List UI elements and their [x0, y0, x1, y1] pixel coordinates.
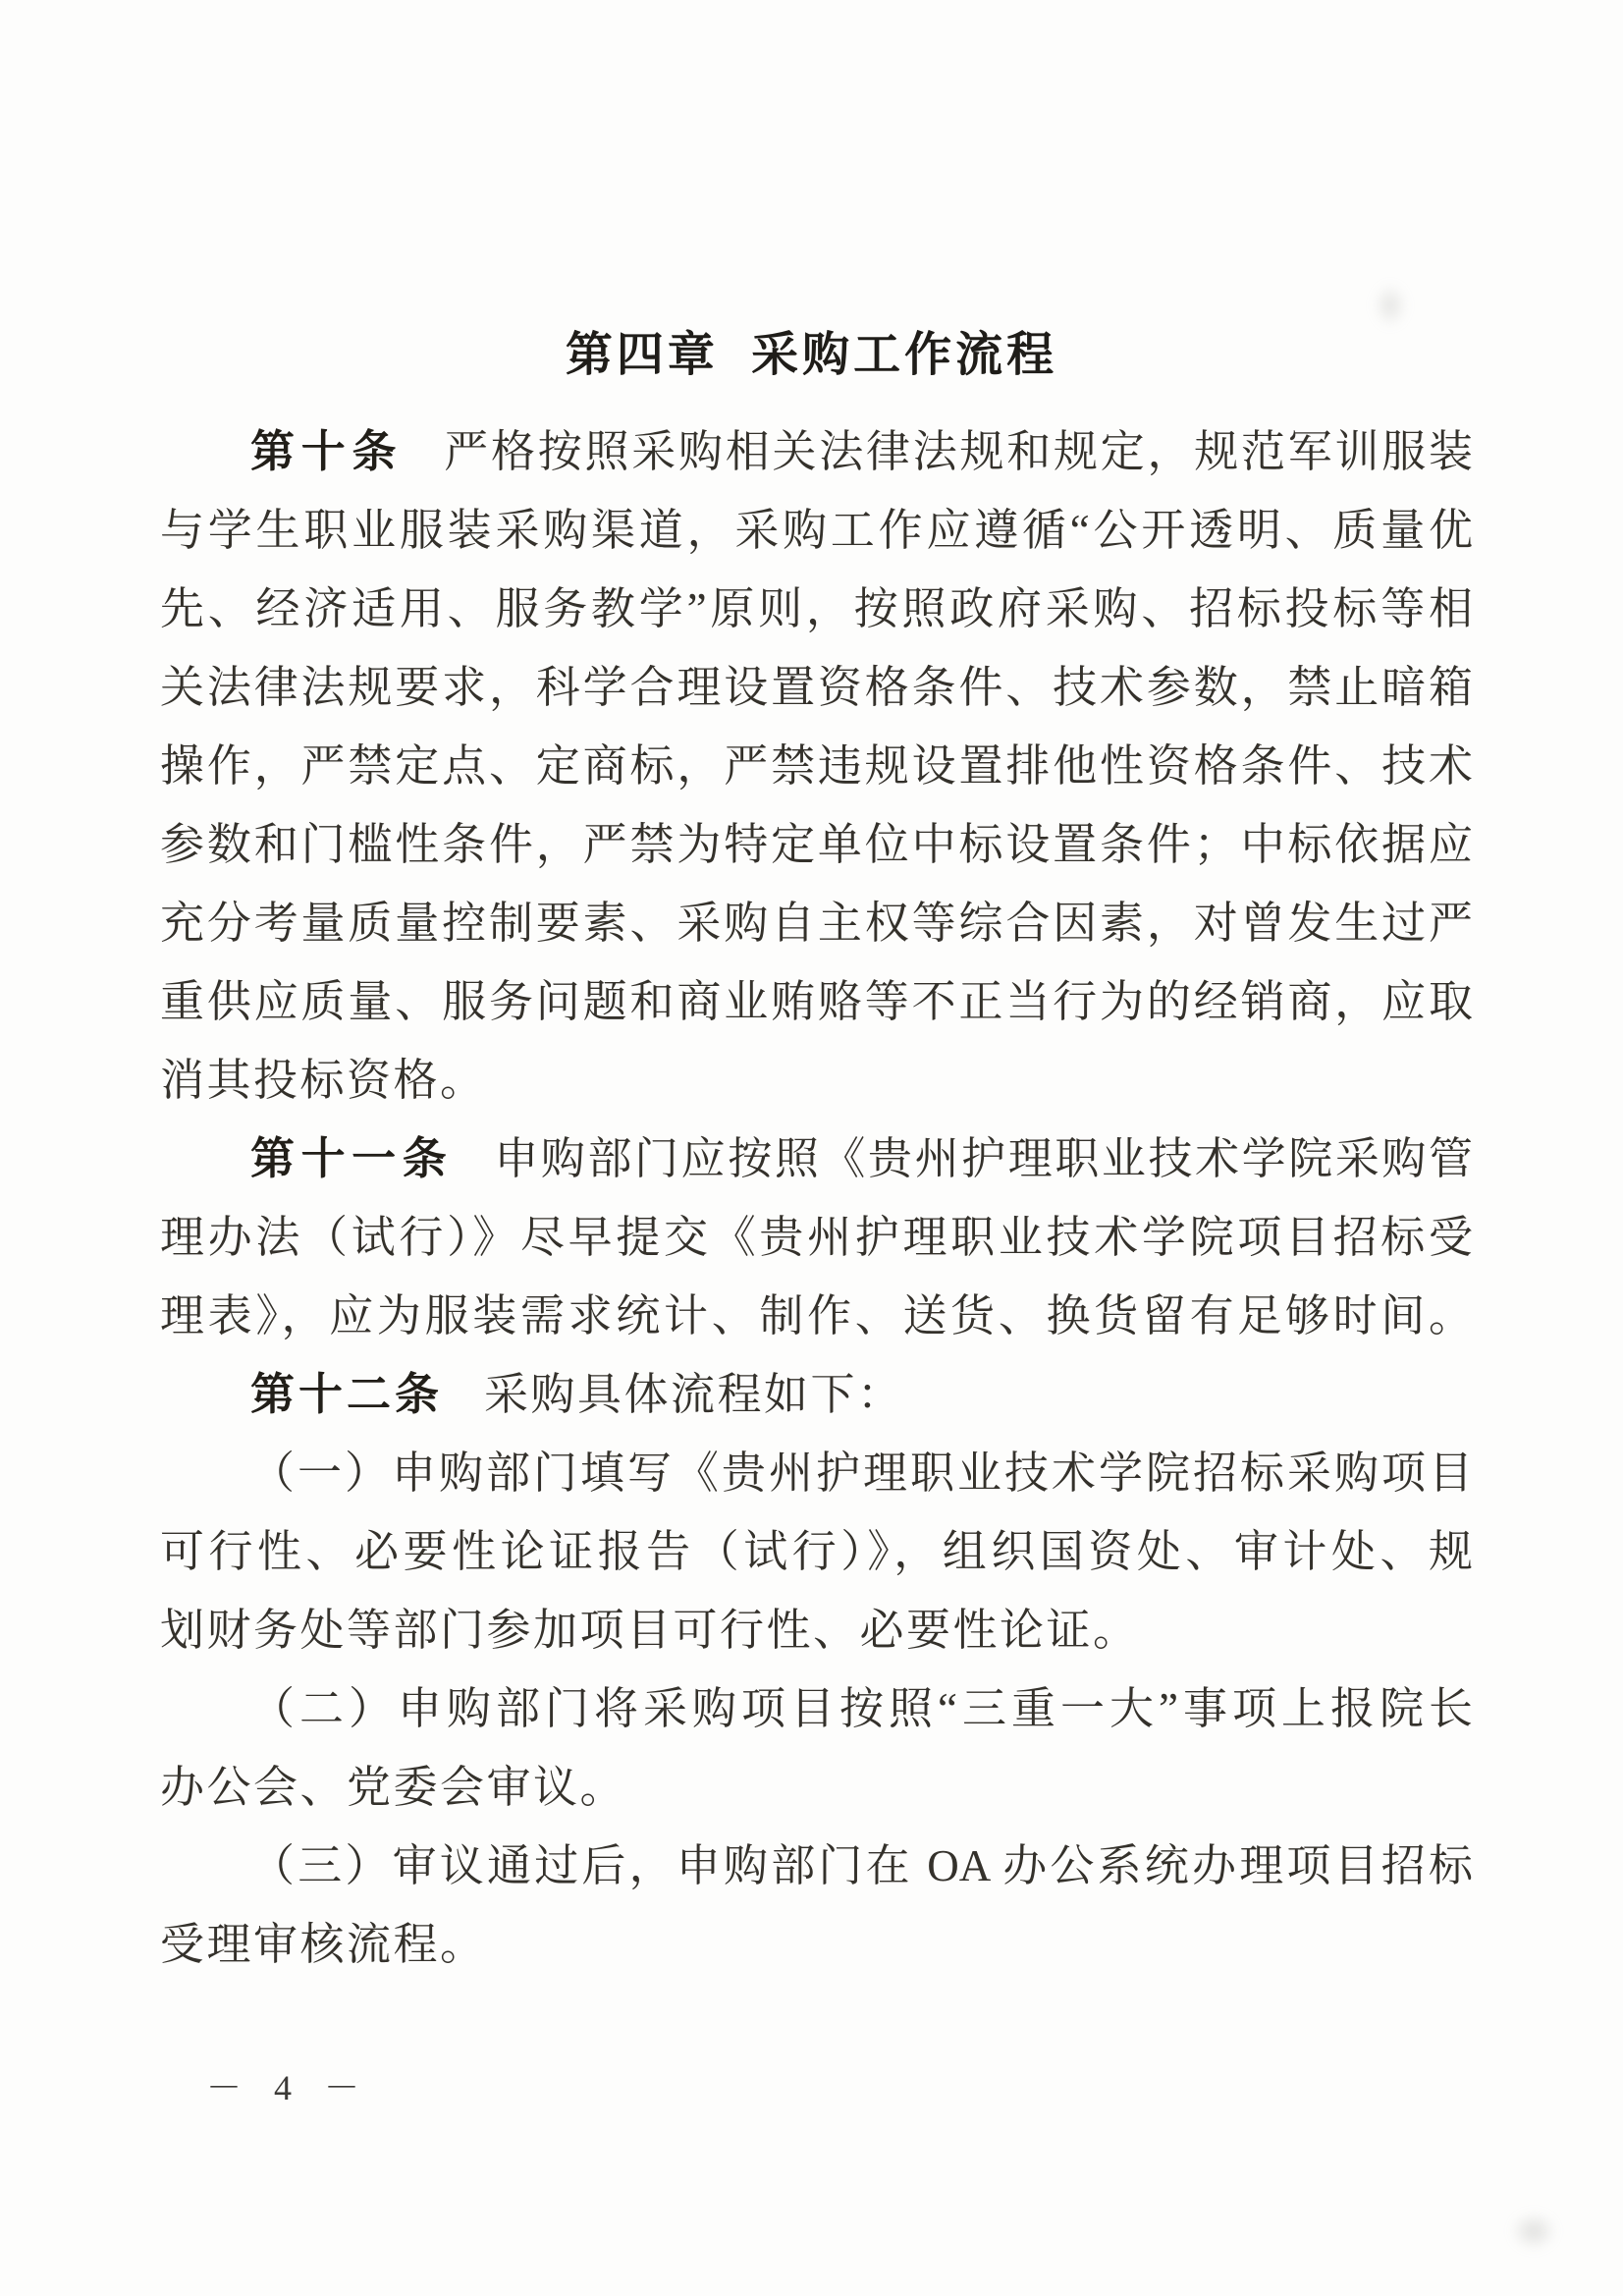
line-text: 受理审核流程。 — [160, 1920, 487, 1969]
text-line — [160, 1198, 1473, 1277]
line-text: 申购部门应按照《贵州护理职业技术学院采购管 — [494, 1134, 1473, 1183]
text-line — [160, 884, 1473, 962]
text-line — [160, 1827, 1473, 1905]
text-line — [160, 1355, 1473, 1434]
line-text: 操作，严禁定点、定商标，严禁违规设置排他性资格条件、技术 — [160, 741, 1473, 791]
text-line — [160, 570, 1473, 648]
text-line — [160, 1512, 1473, 1591]
text-line — [160, 491, 1473, 570]
text-line — [160, 805, 1473, 884]
text-line — [160, 962, 1473, 1041]
article-label: 第十一条 — [250, 1133, 454, 1183]
text-line — [160, 1120, 1473, 1198]
text-line — [160, 1434, 1473, 1512]
text-line — [160, 1041, 1473, 1120]
line-text: 严格按照采购相关法律法规和规定，规范军训服装 — [444, 427, 1473, 476]
chapter-title: 第四章 采购工作流程 — [565, 329, 1058, 381]
text-line — [160, 1748, 1473, 1827]
scan-artifact — [1510, 2212, 1557, 2251]
line-text: 参数和门槛性条件，严禁为特定单位中标设置条件；中标依据应 — [160, 820, 1473, 869]
text-line — [160, 1905, 1473, 1984]
text-line — [160, 727, 1473, 805]
line-text: 办公会、党委会审议。 — [160, 1763, 627, 1812]
text-line — [160, 1591, 1473, 1669]
document-body — [160, 412, 1473, 1984]
line-text: （二）申购部门将采购项目按照“三重一大”事项上报院长 — [250, 1684, 1473, 1733]
line-text: 先、经济适用、服务教学”原则，按照政府采购、招标投标等相 — [160, 584, 1473, 633]
line-text: 消其投标资格。 — [160, 1056, 487, 1105]
line-text: 充分考量质量控制要素、采购自主权等综合因素，对曾发生过严 — [160, 899, 1473, 948]
line-text: 采购具体流程如下： — [484, 1370, 904, 1419]
text-line — [160, 1669, 1473, 1748]
line-text: 重供应质量、服务问题和商业贿赂等不正当行为的经销商，应取 — [160, 977, 1473, 1026]
article-label: 第十条 — [250, 426, 404, 476]
line-text: 与学生职业服装采购渠道，采购工作应遵循“公开透明、质量优 — [160, 506, 1473, 555]
line-text: （一）申购部门填写《贵州护理职业技术学院招标采购项目 — [250, 1449, 1473, 1498]
article-label: 第十二条 — [250, 1369, 444, 1419]
line-text: 关法律法规要求，科学合理设置资格条件、技术参数，禁止暗箱 — [160, 663, 1473, 712]
text-line — [160, 412, 1473, 491]
line-text: （三）审议通过后，申购部门在 OA 办公系统办理项目招标 — [250, 1841, 1473, 1890]
line-text: 理表》，应为服装需求统计、制作、送货、换货留有足够时间。 — [160, 1291, 1473, 1340]
page-number: － 4 － — [206, 2068, 372, 2107]
line-text: 理办法（试行）》尽早提交《贵州护理职业技术学院项目招标受 — [160, 1213, 1473, 1262]
text-line — [160, 648, 1473, 727]
text-line — [160, 1277, 1473, 1355]
line-text: 划财务处等部门参加项目可行性、必要性论证。 — [160, 1606, 1140, 1655]
line-text: 可行性、必要性论证报告（试行）》，组织国资处、审计处、规 — [160, 1527, 1473, 1576]
